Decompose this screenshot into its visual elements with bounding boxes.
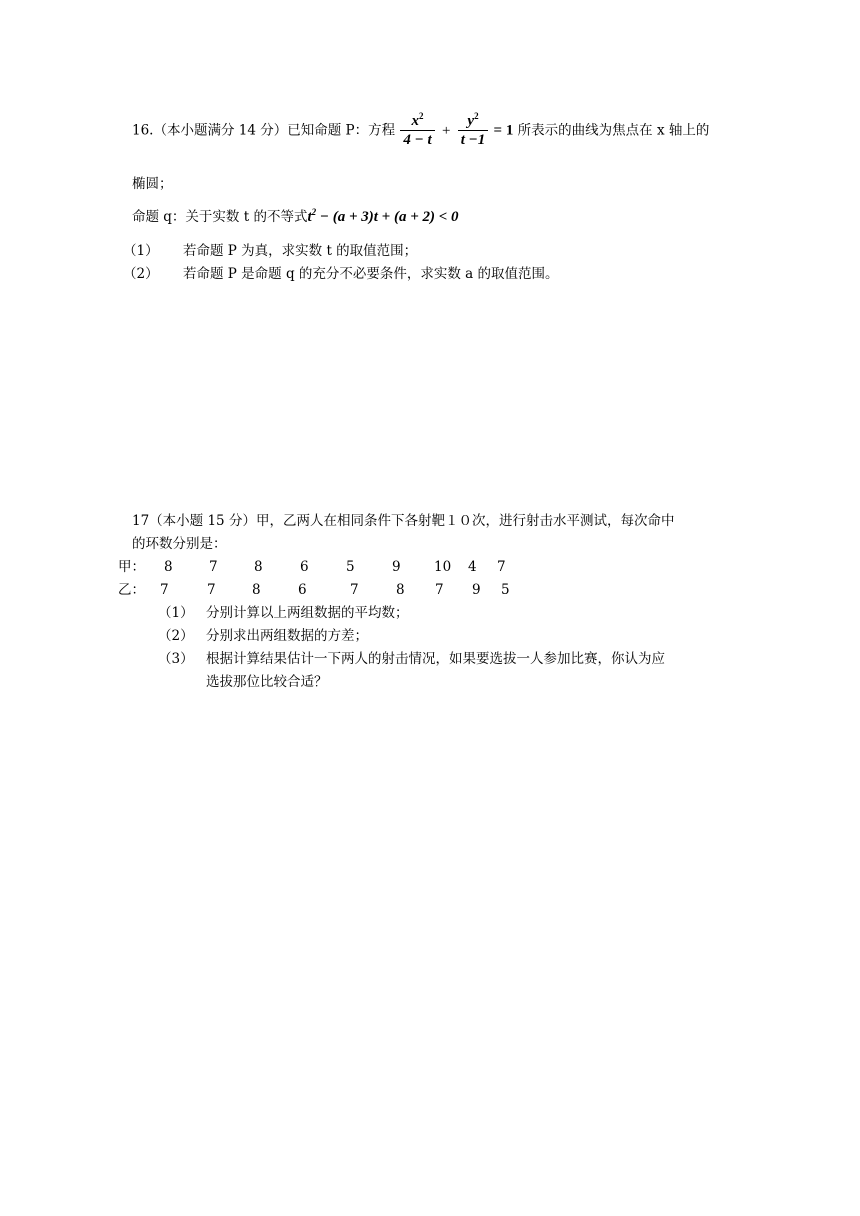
q17-item-1-num: （1） (158, 605, 194, 621)
q17-jia-value: 10 (434, 559, 452, 575)
q17-yi-value: 9 (472, 582, 481, 598)
q16-frac2-exp: 2 (474, 111, 479, 121)
q17-item-2-num: （2） (158, 628, 194, 644)
q17-item-3-text: 根据计算结果估计一下两人的射击情况，如果要选拔一人参加比赛，你认为应 (206, 651, 665, 667)
q17-item-2-text: 分别求出两组数据的方差； (206, 628, 368, 644)
q16-item-2-num: （2） (123, 266, 159, 282)
q17-item-3 (158, 651, 665, 667)
q16-line3 (132, 208, 459, 226)
q17-yi-value: 7 (435, 582, 444, 598)
q17-yi-row (118, 582, 538, 600)
q17-jia-value: 4 (468, 559, 477, 575)
q16-inequality: $t^2 - (a + 3)t + (a + 2) < 0$ (307, 207, 459, 225)
q17-yi-value: 5 (501, 582, 510, 598)
q16-frac2-num: y (467, 113, 475, 129)
q16-item-1-text: 若命题 P 为真，求实数 t 的取值范围； (183, 243, 418, 259)
q17-jia-value: 9 (392, 559, 401, 575)
q16-tail: 所表示的曲线为焦点在 x 轴上的 (517, 122, 710, 139)
q16-line2: 椭圆； (132, 176, 173, 192)
q16-plus: + (441, 122, 451, 139)
q17-item-3-num: （3） (158, 651, 194, 667)
q17-jia-value: 5 (346, 559, 355, 575)
q16-fraction-2 (458, 112, 489, 149)
q17-item-3-cont: 选拔那位比较合适？ (206, 674, 328, 690)
q16-equals-one: = 1 (493, 122, 514, 139)
q16-item-2 (123, 266, 559, 282)
q17-jia-value: 7 (497, 559, 506, 575)
q16-line3-text: 命题 q：关于实数 t 的不等式 (132, 209, 308, 225)
q16-frac2-den: t −1 (460, 132, 486, 148)
q16-fraction-1 (400, 112, 434, 149)
q17-item-2 (158, 628, 368, 644)
q17-yi-label: 乙： (118, 582, 145, 598)
q16-item-1 (123, 243, 417, 259)
q17-line2: 的环数分别是： (132, 536, 227, 552)
q17-yi-value: 7 (350, 582, 359, 598)
q17-item-1 (158, 605, 409, 621)
q17-yi-value: 7 (160, 582, 169, 598)
q17-yi-value: 6 (298, 582, 307, 598)
q17-jia-value: 6 (300, 559, 309, 575)
q16-line1 (132, 112, 709, 162)
q17-yi-value: 8 (396, 582, 405, 598)
q17-jia-value: 8 (254, 559, 263, 575)
q16-item-2-text: 若命题 P 是命题 q 的充分不必要条件，求实数 a 的取值范围。 (183, 266, 559, 282)
q17-jia-label: 甲： (118, 559, 145, 575)
q16-frac1-num: x (411, 113, 420, 129)
q16-frac1-exp: 2 (419, 111, 424, 121)
q16-frac1-den: 4 − t (403, 132, 432, 148)
q17-jia-row (118, 559, 538, 577)
q17-line1: 17（本小题 15 分）甲，乙两人在相同条件下各射靶１０次，进行射击水平测试，每次命中 (132, 513, 675, 529)
q17-yi-value: 8 (252, 582, 261, 598)
q17-item-1-text: 分别计算以上两组数据的平均数； (206, 605, 409, 621)
q17-jia-value: 8 (164, 559, 173, 575)
q16-head: 16.（本小题满分 14 分）已知命题 P：方程 (132, 122, 396, 139)
q17-jia-value: 7 (209, 559, 218, 575)
q17-yi-value: 7 (207, 582, 216, 598)
q16-item-1-num: （1） (123, 243, 159, 259)
